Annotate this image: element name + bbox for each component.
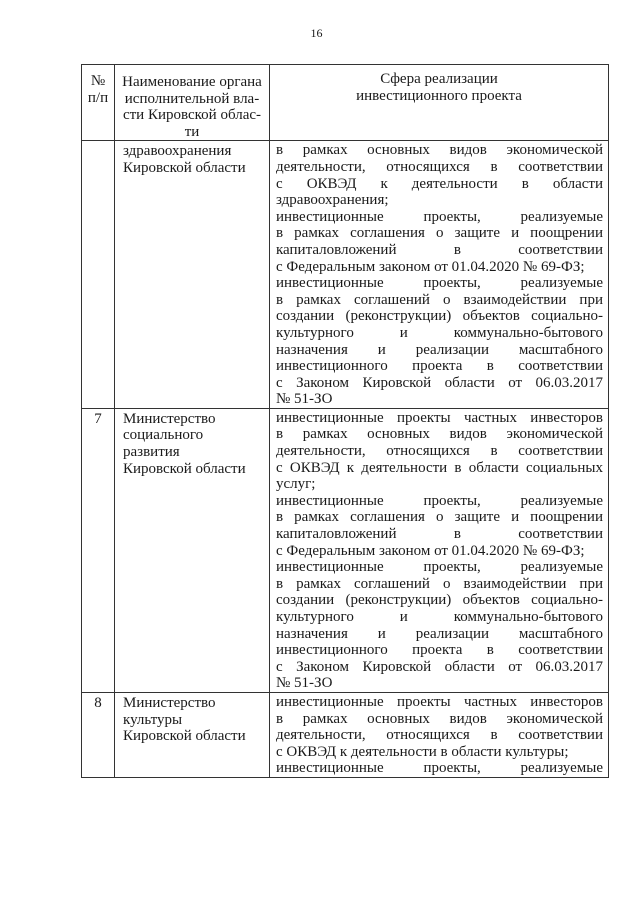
authority-name-line: здравоохранения bbox=[123, 143, 232, 160]
row-number bbox=[82, 141, 115, 409]
header-authority-name bbox=[115, 65, 270, 141]
project-sphere-line: здравоохранения; bbox=[276, 192, 389, 209]
authority-name-cell bbox=[115, 408, 270, 692]
authority-name-cell bbox=[115, 692, 270, 777]
project-sphere-line: деятельности, относящихся в соответствии bbox=[276, 158, 603, 175]
project-sphere-line: капиталовложений в соответствии bbox=[276, 241, 603, 258]
project-sphere-line: назначения и реализации масштабного bbox=[276, 341, 603, 358]
project-sphere-line: деятельности, относящихся в соответствии bbox=[276, 727, 603, 744]
project-sphere-line: с Законом Кировской области от 06.03.2017 bbox=[276, 658, 603, 675]
project-sphere-line: культурного и коммунально-бытового bbox=[276, 324, 603, 341]
project-sphere-cell bbox=[270, 408, 609, 692]
project-sphere-line: инвестиционные проекты, реализуемые bbox=[276, 559, 603, 576]
project-sphere-line: в рамках основных видов экономической bbox=[276, 710, 603, 727]
authority-name-line: Министерство bbox=[123, 694, 216, 711]
row-number: 7 bbox=[82, 408, 115, 692]
project-sphere-line: инвестиционного проекта в соответствии bbox=[276, 358, 603, 375]
row-number: 8 bbox=[82, 692, 115, 777]
header-line: Сфера реализации bbox=[380, 71, 498, 87]
project-sphere-line: инвестиционные проекты частных инвесторов bbox=[276, 693, 603, 710]
project-sphere-line: культурного и коммунально-бытового bbox=[276, 609, 603, 625]
project-sphere-line: № 51-ЗО bbox=[276, 675, 333, 692]
project-sphere-line: инвестиционные проекты, реализуемые bbox=[276, 208, 603, 225]
authority-name-line: Кировской области bbox=[123, 159, 246, 176]
project-sphere-line: № 51-ЗО bbox=[276, 391, 333, 408]
project-sphere-line: инвестиционного проекта в соответствии bbox=[276, 642, 603, 659]
header-line: инвестиционного проекта bbox=[356, 87, 522, 104]
project-sphere-cell bbox=[270, 141, 609, 409]
project-sphere-line: инвестиционные проекты, реализуемые bbox=[276, 760, 603, 777]
header-line: № bbox=[90, 73, 106, 89]
header-project-sphere bbox=[270, 65, 609, 141]
project-sphere-line: с Федеральным законом от 01.04.2020 № 69-ФЗ; bbox=[276, 542, 585, 559]
project-sphere-line: деятельности, относящихся в соответствии bbox=[276, 443, 603, 460]
project-sphere-line: инвестиционные проекты частных инвесторов bbox=[276, 409, 603, 426]
project-sphere-line: услуг; bbox=[276, 476, 316, 493]
investment-sphere-table bbox=[81, 64, 609, 778]
header-number bbox=[82, 65, 115, 141]
table-header-row bbox=[82, 65, 609, 141]
project-sphere-line: с Законом Кировской области от 06.03.2017 bbox=[276, 374, 603, 391]
project-sphere-line: в рамках соглашений о взаимодействии при bbox=[276, 291, 603, 308]
project-sphere-line: инвестиционные проекты, реализуемые bbox=[276, 275, 603, 292]
authority-name-line: социального bbox=[123, 427, 204, 444]
project-sphere-cell bbox=[270, 692, 609, 777]
project-sphere-line: создании (реконструкции) объектов социально- bbox=[276, 592, 603, 609]
project-sphere-line: с Федеральным законом от 01.04.2020 № 69-ФЗ; bbox=[276, 258, 585, 275]
header-line: сти Кировской облас- bbox=[122, 107, 262, 124]
project-sphere-line: в рамках основных видов экономической bbox=[276, 142, 603, 159]
authority-name-line: Кировской области bbox=[123, 460, 246, 477]
authority-name-line: Кировской области bbox=[123, 728, 246, 745]
project-sphere-line: капиталовложений в соответствии bbox=[276, 526, 603, 543]
project-sphere-line: в рамках соглашений о взаимодействии при bbox=[276, 575, 603, 592]
authority-name-cell bbox=[115, 141, 270, 409]
header-line: исполнительной вла- bbox=[124, 90, 260, 107]
authority-name-line: культуры bbox=[123, 711, 183, 728]
page-number: 16 bbox=[310, 26, 323, 40]
project-sphere-line: инвестиционные проекты, реализуемые bbox=[276, 492, 603, 509]
project-sphere-line: в рамках соглашения о защите и поощрении bbox=[276, 225, 603, 242]
table-row bbox=[82, 141, 609, 409]
table-row bbox=[82, 408, 609, 692]
project-sphere-line: назначения и реализации масштабного bbox=[276, 625, 603, 642]
header-line: п/п bbox=[87, 89, 109, 106]
table-row bbox=[82, 692, 609, 777]
project-sphere-line: с ОКВЭД к деятельности в области культуры; bbox=[276, 743, 569, 760]
header-line: Наименование органа bbox=[122, 74, 262, 90]
project-sphere-line: с ОКВЭД к деятельности в области социальных bbox=[276, 459, 603, 476]
project-sphere-line: в рамках основных видов экономической bbox=[276, 426, 603, 443]
project-sphere-line: в рамках соглашения о защите и поощрении bbox=[276, 509, 603, 526]
project-sphere-line: с ОКВЭД к деятельности в области bbox=[276, 175, 603, 192]
authority-name-line: Министерство bbox=[123, 410, 216, 427]
header-line: ти bbox=[184, 123, 200, 140]
project-sphere-line: создании (реконструкции) объектов социально- bbox=[276, 308, 603, 325]
authority-name-line: развития bbox=[123, 444, 180, 461]
